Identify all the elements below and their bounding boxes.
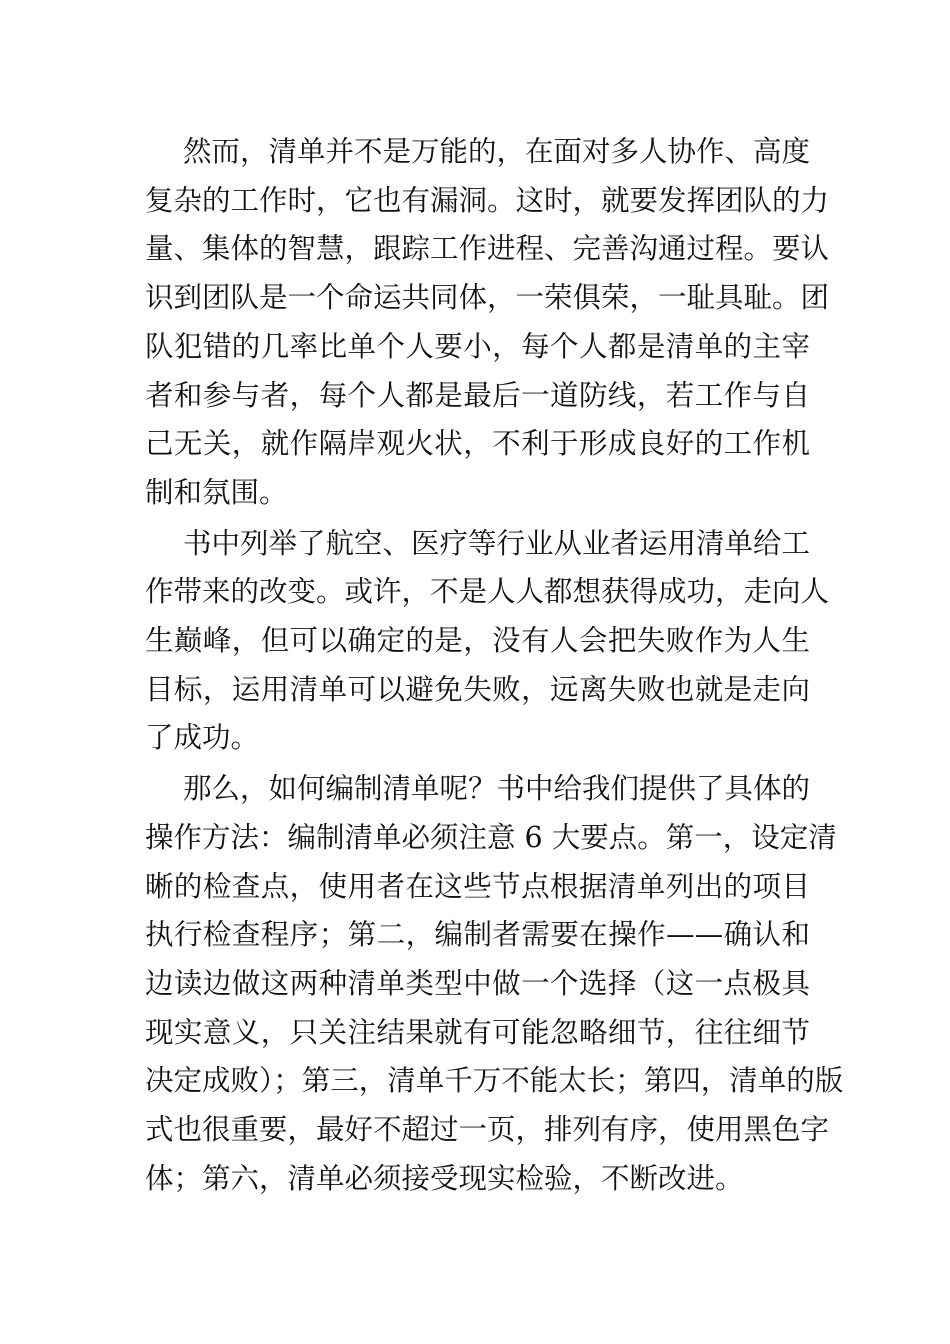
- paragraph-3: [145, 765, 844, 1203]
- paragraph-line: 然而，清单并不是万能的，在面对多人协作、高度: [183, 135, 811, 168]
- paragraph-2: [145, 520, 830, 764]
- paragraph-line: 作带来的改变。或许，不是人人都想获得成功，走向人: [145, 575, 830, 609]
- paragraph-line: 操作方法：编制清单必须注意 6 大要点。第一，设定清: [145, 820, 837, 854]
- paragraph-line: 量、集体的智慧，跟踪工作进程、完善沟通过程。要认: [145, 232, 830, 266]
- paragraph-line: 目标，运用清单可以避免失败，远离失败也就是走向: [145, 672, 810, 706]
- paragraph-line: 复杂的工作时，它也有漏洞。这时，就要发挥团队的力: [145, 183, 830, 217]
- paragraph-line: 生巅峰，但可以确定的是，没有人会把失败作为人生: [145, 624, 810, 658]
- paragraph-line: 识到团队是一个命运共同体，一荣俱荣，一耻具耻。团: [145, 281, 830, 315]
- paragraph-line: 了成功。: [145, 721, 260, 755]
- paragraph-line: 体；第六，清单必须接受现实检验，不断改进。: [145, 1161, 744, 1195]
- paragraph-line: 晰的检查点，使用者在这些节点根据清单列出的项目: [145, 869, 810, 903]
- paragraph-line: 己无关，就作隔岸观火状，不利于形成良好的工作机: [145, 427, 810, 461]
- paragraph-line: 决定成败）；第三，清单千万不能太长；第四，清单的版: [145, 1064, 844, 1098]
- paragraph-line: 现实意义，只关注结果就有可能忽略细节，往往细节: [145, 1015, 810, 1049]
- paragraph-line: 执行检查程序；第二，编制者需要在操作——确认和: [145, 918, 810, 952]
- paragraph-line: 书中列举了航空、医疗等行业从业者运用清单给工: [183, 526, 811, 560]
- paragraph-line: 队犯错的几率比单个人要小，每个人都是清单的主宰: [145, 329, 810, 363]
- paragraph-line: 式也很重要，最好不超过一页，排列有序，使用黑色字: [145, 1113, 830, 1147]
- paragraph-line: 制和氛围。: [145, 475, 288, 509]
- paragraph-line: 那么，如何编制清单呢？书中给我们提供了具体的: [183, 772, 811, 806]
- paragraph-line: 边读边做这两种清单类型中做一个选择（这一点极具: [145, 966, 810, 1000]
- paragraph-1: [145, 128, 830, 518]
- paragraph-line: 者和参与者，每个人都是最后一道防线，若工作与自: [145, 378, 810, 412]
- document-body: [145, 128, 844, 1205]
